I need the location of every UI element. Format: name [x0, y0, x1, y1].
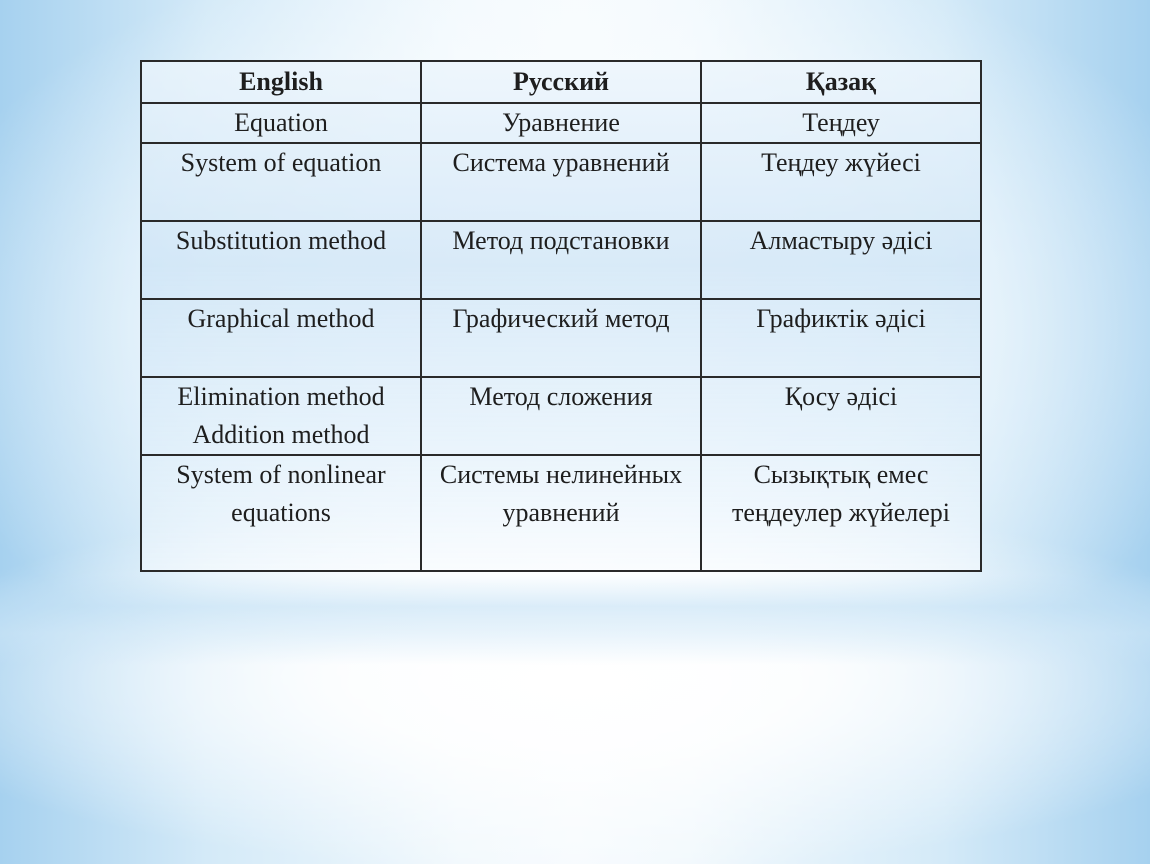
cell-kazakh: Қосу әдісі: [701, 377, 981, 455]
cell-english: System of equation: [141, 143, 421, 221]
cell-russian: Графический метод: [421, 299, 701, 377]
table-row: [141, 103, 981, 143]
cell-kazakh: Теңдеу: [701, 103, 981, 143]
cell-russian: Система уравнений: [421, 143, 701, 221]
header-english: English: [141, 61, 421, 103]
table-row: [141, 143, 981, 221]
header-kazakh: Қазақ: [701, 61, 981, 103]
vocabulary-table-container: [140, 60, 980, 560]
cell-english: System of nonlinear equations: [141, 455, 421, 571]
cell-english: Equation: [141, 103, 421, 143]
header-russian: Русский: [421, 61, 701, 103]
cell-english: Graphical method: [141, 299, 421, 377]
table-row: [141, 221, 981, 299]
cell-russian: Метод подстановки: [421, 221, 701, 299]
cell-english: Substitution method: [141, 221, 421, 299]
vocabulary-table: [140, 60, 982, 572]
cell-russian: Уравнение: [421, 103, 701, 143]
cell-kazakh: Алмастыру әдісі: [701, 221, 981, 299]
table-row: [141, 377, 981, 455]
cell-kazakh: Сызықтық емес теңдеулер жүйелері: [701, 455, 981, 571]
cell-kazakh: Графиктік әдісі: [701, 299, 981, 377]
background-light-band: [0, 575, 1150, 665]
cell-russian: Метод сложения: [421, 377, 701, 455]
table-row: [141, 299, 981, 377]
table-row: [141, 455, 981, 571]
cell-kazakh: Теңдеу жүйесі: [701, 143, 981, 221]
table-header-row: [141, 61, 981, 103]
cell-english: Elimination method Addition method: [141, 377, 421, 455]
cell-russian: Системы нелинейных уравнений: [421, 455, 701, 571]
